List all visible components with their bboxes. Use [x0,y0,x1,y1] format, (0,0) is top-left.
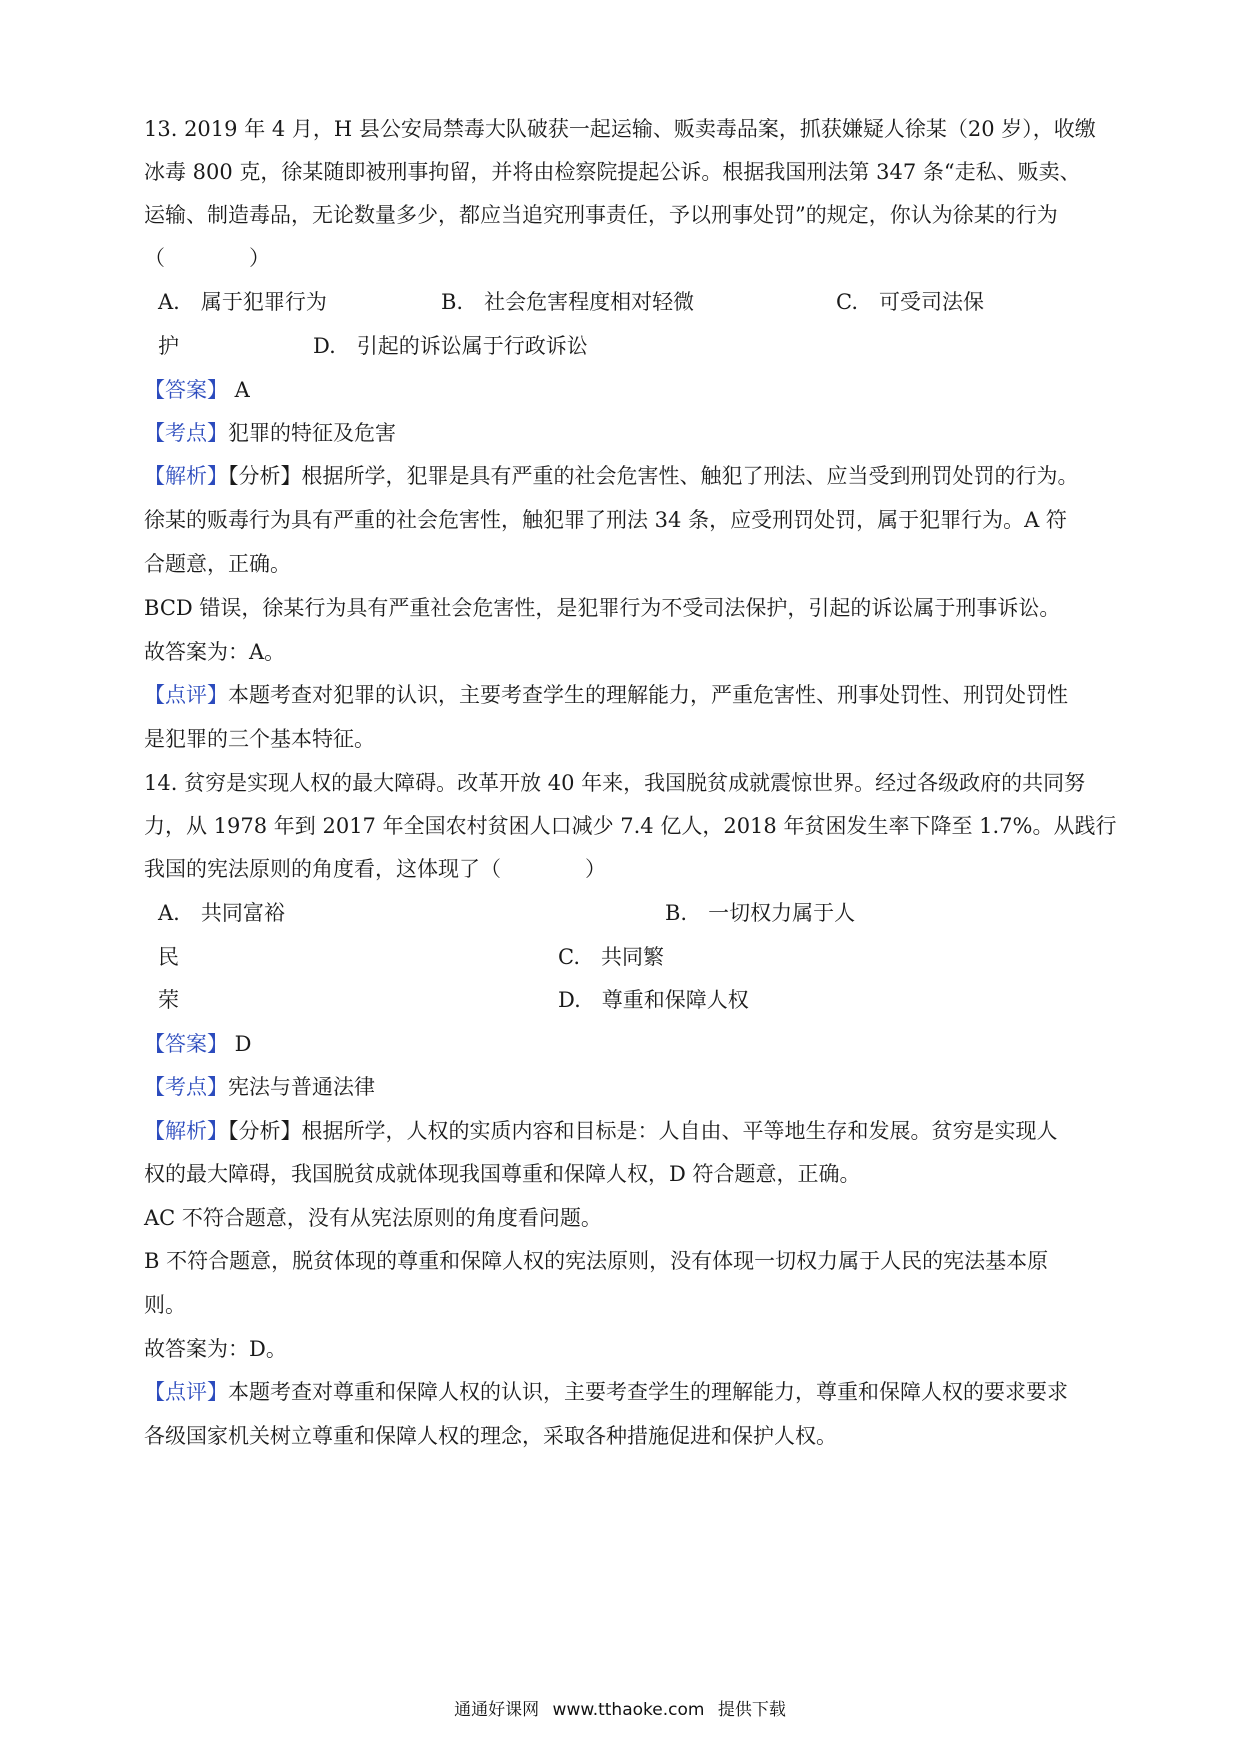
q14-option-c-wrap: 荣 [158,988,179,1012]
q13-analysis-line-3: 合题意，正确。 [144,552,291,576]
q13-option-d: D. 引起的诉讼属于行政诉讼 [313,334,588,358]
point-tag: 【考点】 [144,421,228,445]
answer-tag: 【答案】 [144,1032,228,1056]
q14-analysis-line-1 [144,1116,1058,1146]
footer-site-name: 通通好课网 [454,1700,540,1720]
q13-comment-line-2: 是犯罪的三个基本特征。 [144,727,375,751]
q14-comment-line-1 [144,1377,1068,1407]
q13-option-a: A. 属于犯罪行为 [158,290,327,314]
q13-option-b: B. 社会危害程度相对轻微 [441,290,695,314]
q14-stem-line-1: 14. 贫穷是实现人权的最大障碍。改革开放 40 年来，我国脱贫成就震惊世界。经过各级政府的共同努 [144,771,1086,795]
answer-tag: 【答案】 [144,378,228,402]
q14-stem-line-3: 我国的宪法原则的角度看，这体现了（ ） [144,857,606,881]
q14-stem-line-2: 力，从 1978 年到 2017 年全国农村贫困人口减少 7.4 亿人，2018 年贫困发生率下降至 1.7%。从践行 [144,814,1117,838]
q13-stem-line-3: 运输、制造毒品，无论数量多少，都应当追究刑事责任，予以刑事处罚”的规定，你认为徐某的行为 [144,203,1058,227]
q13-answer [144,375,250,405]
analysis-tag: 【解析】 [144,1119,228,1143]
page-footer [0,1698,1240,1722]
q13-option-c-wrap: 护 [158,334,179,358]
q14-analysis-line-6: 故答案为：D。 [144,1337,287,1361]
q13-analysis-line-4: BCD 错误，徐某行为具有严重社会危害性，是犯罪行为不受司法保护，引起的诉讼属于刑事诉讼。 [144,596,1061,620]
q14-answer [144,1029,252,1059]
analysis-text: 【分析】根据所学，犯罪是具有严重的社会危害性、触犯了刑法、应当受到刑罚处罚的行为。 [228,464,1079,488]
q13-analysis-line-5: 故答案为：A。 [144,640,286,664]
point-value: 犯罪的特征及危害 [228,421,396,445]
q13-comment-line-1 [144,680,1068,710]
q13-stem-line-4: （ ） [144,246,270,270]
q14-analysis-line-5: 则。 [144,1293,186,1317]
q14-comment-line-2: 各级国家机关树立尊重和保障人权的理念，采取各种措施促进和保护人权。 [144,1424,837,1448]
footer-url[interactable]: www.tthaoke.com [552,1700,705,1720]
q14-option-b-wrap: 民 [158,945,179,969]
q14-point [144,1072,375,1102]
q14-analysis-line-2: 权的最大障碍，我国脱贫成就体现我国尊重和保障人权，D 符合题意，正确。 [144,1162,861,1186]
comment-tag: 【点评】 [144,1380,228,1404]
q13-option-c: C. 可受司法保 [836,290,984,314]
comment-text: 本题考查对犯罪的认识，主要考查学生的理解能力，严重危害性、刑事处罚性、刑罚处罚性 [228,683,1068,707]
answer-value: D [228,1032,252,1056]
q14-analysis-line-4: B 不符合题意，脱贫体现的尊重和保障人权的宪法原则，没有体现一切权力属于人民的宪法基本原 [144,1249,1049,1273]
q14-analysis-line-3: AC 不符合题意，没有从宪法原则的角度看问题。 [144,1206,602,1230]
point-tag: 【考点】 [144,1075,228,1099]
q14-option-d: D. 尊重和保障人权 [558,988,749,1012]
analysis-text: 【分析】根据所学，人权的实质内容和目标是：人自由、平等地生存和发展。贫穷是实现人 [228,1119,1058,1143]
footer-suffix: 提供下载 [717,1700,786,1720]
q13-analysis-line-2: 徐某的贩毒行为具有严重的社会危害性，触犯罪了刑法 34 条，应受刑罚处罚，属于犯罪行为。A 符 [144,508,1067,532]
analysis-tag: 【解析】 [144,464,228,488]
q13-analysis-line-1 [144,461,1079,491]
q14-option-b: B. 一切权力属于人 [665,901,856,925]
q13-stem-line-1: 13. 2019 年 4 月，H 县公安局禁毒大队破获一起运输、贩卖毒品案，抓获嫌疑人徐某（20 岁），收缴 [144,117,1096,141]
answer-value: A [228,378,250,402]
q13-stem-line-2: 冰毒 800 克，徐某随即被刑事拘留，并将由检察院提起公诉。根据我国刑法第 347 条“走私、贩卖、 [144,160,1081,184]
q14-option-a: A. 共同富裕 [158,901,285,925]
q14-option-c: C. 共同繁 [558,945,664,969]
q13-point [144,418,396,448]
point-value: 宪法与普通法律 [228,1075,375,1099]
comment-text: 本题考查对尊重和保障人权的认识，主要考查学生的理解能力，尊重和保障人权的要求要求 [228,1380,1068,1404]
comment-tag: 【点评】 [144,683,228,707]
